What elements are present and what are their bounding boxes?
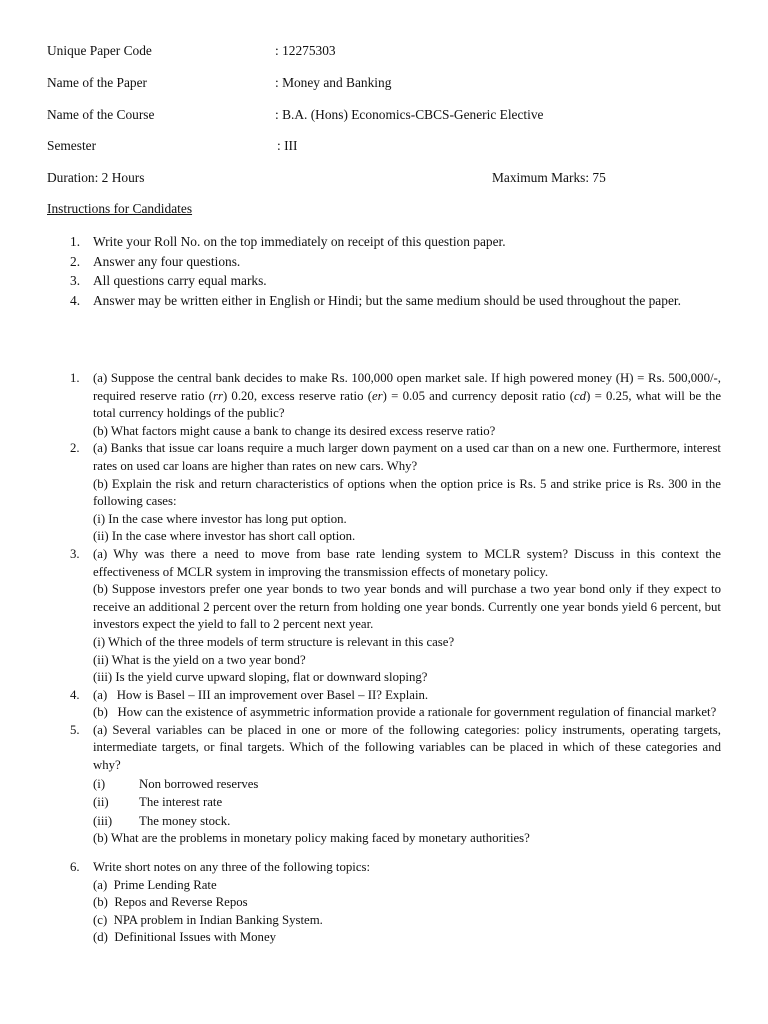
paper-name-label: Name of the Paper: [47, 75, 148, 90]
question-6-intro: Write short notes on any three of the following topics:: [93, 860, 371, 875]
instructions-title: Instructions for Candidates: [47, 201, 193, 216]
paper-code-value: : 12275303: [275, 43, 336, 58]
semester-value: : III: [277, 138, 298, 153]
question-2b: (b) Explain the risk and return characteristics of options when the option price is Rs. 5 and strike price is Rs. 300 in the following cases:: [93, 476, 721, 509]
question-number: 4.: [70, 687, 80, 702]
question-5: [47, 722, 721, 848]
question-5-item: (iii) The money stock.: [93, 813, 231, 828]
question-3: [47, 546, 721, 687]
question-4a: (a) How is Basel – III an improvement over Basel – II? Explain.: [93, 687, 429, 702]
max-marks-label: Maximum Marks: 75: [492, 170, 606, 185]
question-6d: (d) Definitional Issues with Money: [93, 930, 277, 945]
question-3a: (a) Why was there a need to move from base rate lending system to MCLR system? Discuss in this context the effectiveness of MCLR system in improving the transmission effects of monetary policy.: [93, 546, 721, 579]
question-2a: (a) Banks that issue car loans require a much larger down payment on a used car than on a new one. Furthermore, interest rates on used car loans are higher than rates on new cars. Why?: [93, 441, 721, 473]
question-3b-i: (i) Which of the three models of term structure is relevant in this case?: [93, 634, 455, 649]
instruction-item: 1. Write your Roll No. on the top immediately on receipt of this question paper.: [70, 234, 506, 249]
instruction-item: 4. Answer may be written either in English or Hindi; but the same medium should be used throughout the paper.: [70, 292, 681, 308]
duration-label: Duration: 2 Hours: [47, 170, 145, 185]
paper-code-label: Unique Paper Code: [47, 43, 152, 58]
question-6b: (b) Repos and Reverse Repos: [93, 895, 248, 910]
instruction-item: 2. Answer any four questions.: [70, 253, 241, 269]
question-2: [47, 440, 721, 546]
question-3b-iii: (iii) Is the yield curve upward sloping, flat or downward sloping?: [93, 670, 428, 685]
question-number: 6.: [70, 860, 80, 875]
paper-name-value: : Money and Banking: [275, 75, 392, 90]
question-2b-i: (i) In the case where investor has long put option.: [93, 511, 347, 526]
course-value: : B.A. (Hons) Economics-CBCS-Generic Elective: [275, 107, 544, 122]
question-6: [47, 859, 721, 947]
question-number: 2.: [70, 441, 80, 456]
instructions-list: [47, 232, 721, 310]
question-4b: (b) How can the existence of asymmetric information provide a rationale for government regulation of financial market?: [93, 705, 717, 720]
semester-label: Semester: [47, 138, 97, 153]
question-5-item: (ii) The interest rate: [93, 795, 223, 810]
question-6a: (a) Prime Lending Rate: [93, 877, 217, 892]
question-6c: (c) NPA problem in Indian Banking System.: [93, 912, 323, 927]
question-3b-ii: (ii) What is the yield on a two year bond?: [93, 652, 306, 667]
question-1: [47, 370, 721, 440]
question-3b: (b) Suppose investors prefer one year bonds to two year bonds and will purchase a two year bond only if they expect to receive an additional 2 percent over the return from holding one year bonds. Currently one year bonds yield 6 percent, but investors expect the yield to fall to 2 percent next year.: [93, 582, 721, 632]
question-number: 5.: [70, 722, 80, 737]
question-5b: (b) What are the problems in monetary policy making faced by monetary authorities?: [93, 831, 530, 846]
question-number: 1.: [70, 371, 80, 385]
question-1a: (a) Suppose the central bank decides to make Rs. 100,000 open market sale. If high powered money (H) = Rs. 500,000/-, required reserve ratio (rr) 0.20, excess reserve ratio (er) = 0.05 and currency deposit ratio (cd) = 0.25, what will be the total currency holdings of the public?: [93, 371, 722, 421]
question-1b: (b) What factors might cause a bank to change its desired excess reserve ratio?: [93, 423, 496, 438]
question-number: 3.: [70, 546, 80, 561]
course-label: Name of the Course: [47, 107, 155, 122]
question-5-item: (i) Non borrowed reserves: [93, 776, 259, 791]
question-5a: (a) Several variables can be placed in one or more of the following categories: policy instruments, operating targets, intermediate targets, or final targets. Which of the following variables can be placed in which of these categories and why?: [93, 722, 721, 773]
instruction-item: 3. All questions carry equal marks.: [70, 273, 267, 288]
question-4: [47, 687, 721, 722]
questions-list: [47, 370, 721, 947]
question-2b-ii: (ii) In the case where investor has short call option.: [93, 529, 356, 544]
